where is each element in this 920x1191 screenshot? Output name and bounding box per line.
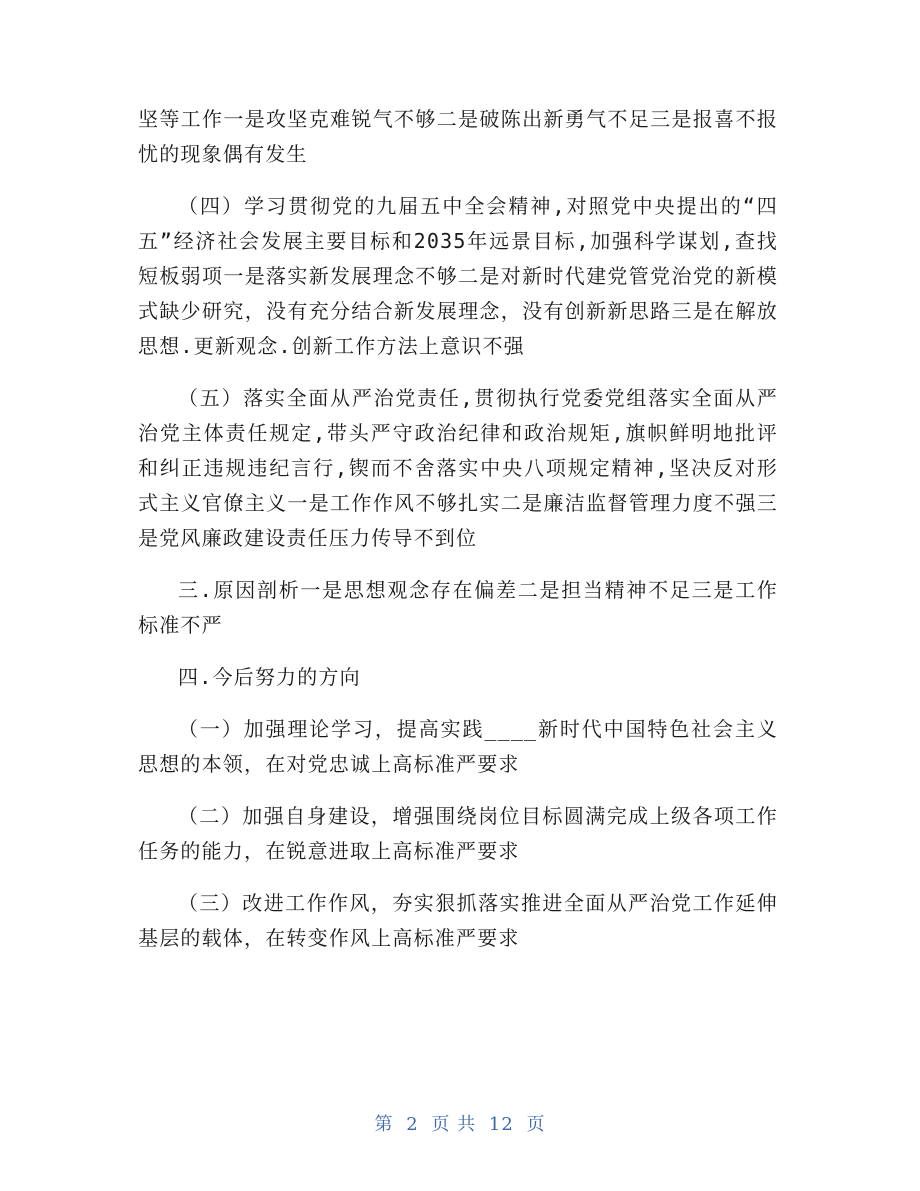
document-body bbox=[138, 102, 778, 973]
paragraph-5: 四.今后努力的方向 bbox=[178, 665, 361, 689]
footer-mid: 页 共 bbox=[431, 1114, 477, 1135]
footer-prefix: 第 bbox=[374, 1114, 394, 1135]
paragraph-6: （一）加强理论学习，提高实践____新时代中国特色社会主义思想的本领，在对党忠诚上高标准严要求 bbox=[138, 717, 778, 776]
footer-page-number: 2 bbox=[406, 1114, 419, 1135]
paragraph-3: （五）落实全面从严治党责任,贯彻执行党委党组落实全面从严治党主体责任规定,带头严守政治纪律和政治规矩,旗帜鲜明地批评和纠正违规违纪言行,锲而不舍落实中央八项规定精神,坚决反对形式主义官僚主义一是工作作风不够扎实二是廉洁监督管理力度不强三是党风廉政建设责任压力传导不到位 bbox=[138, 386, 778, 550]
paragraph-8: （三）改进工作作风，夯实狠抓落实推进全面从严治党工作延伸基层的载体，在转变作风上高标准严要求 bbox=[138, 891, 778, 950]
paragraph-4: 三.原因剖析一是思想观念存在偏差二是担当精神不足三是工作标准不严 bbox=[138, 578, 778, 637]
footer-total-pages: 12 bbox=[488, 1114, 514, 1135]
footer-suffix: 页 bbox=[526, 1114, 546, 1135]
paragraph-7: （二）加强自身建设，增强围绕岗位目标圆满完成上级各项工作任务的能力，在锐意进取上高标准严要求 bbox=[138, 804, 778, 863]
paragraph-1: 坚等工作一是攻坚克难锐气不够二是破陈出新勇气不足三是报喜不报忧的现象偶有发生 bbox=[138, 107, 778, 166]
paragraph-2: （四）学习贯彻党的九届五中全会精神,对照党中央提出的“四五”经济社会发展主要目标和2035年远景目标,加强科学谋划,查找短板弱项一是落实新发展理念不够二是对新时代建党管党治党的新模式缺少研究，没有充分结合新发展理念，没有创新新思路三是在解放思想.更新观念.创新工作方法上意识不强 bbox=[138, 194, 778, 358]
page-footer bbox=[0, 1110, 920, 1136]
